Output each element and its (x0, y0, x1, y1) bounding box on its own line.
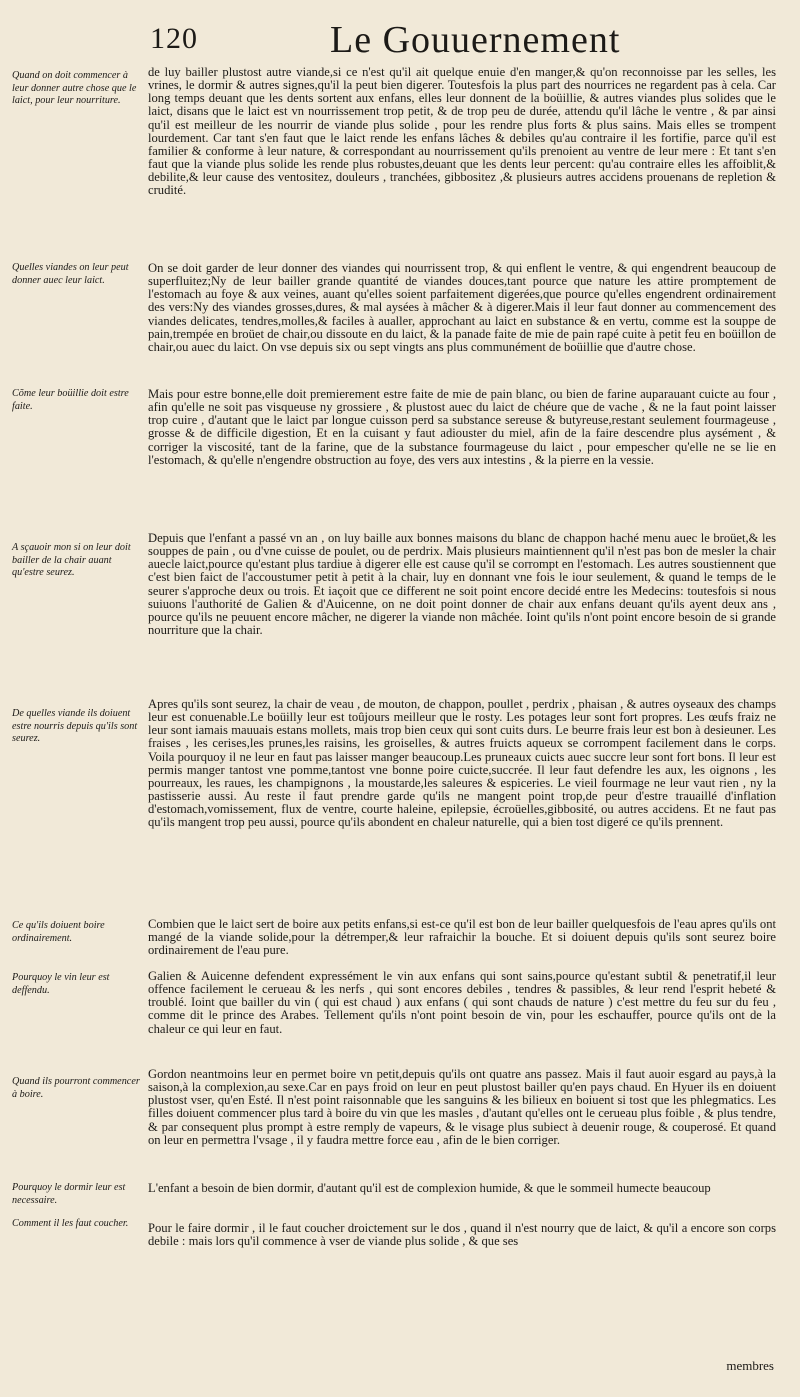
paragraph: Mais pour estre bonne,elle doit premierement estre faite de mie de pain blanc, ou bien de farine auparauant cuicte au four , afin qu'elle ne soit pas visqueuse ny grossiere , & plustost auec du laict de chéure que de vache , & ne la faut point laisser trop cuire , d'autant que le laict par longue cuisson perd sa substance sereuse & butyreuse,restant seulement fourmageuse , grosse & de difficile digestion, Et en la cuisant y faut adiouster du miel, afin de la faire descendre plus aysément , & corriger la viscosité, tant de la farine, que de la substance fourmageuse du laict , pour empescher qu'elle ne se lie en l'estomach, & qu'elle n'engendre obstruction au foye, des vers aux intestins , & la pierre en la vessie. (148, 387, 776, 467)
paragraph: Combien que le laict sert de boire aux petits enfans,si est-ce qu'il est bon de leur bailler quelquesfois de l'eau apres qu'ils ont mangé de la viande solide,pour la détremper,& leur rafraichir la bouche. Et si doiuent depuis qu'ils sont seurez boire ordinairement de l'eau pure. (148, 917, 776, 958)
paragraph: Pour le faire dormir , il le faut coucher droictement sur le dos , quand il n'est nourry que de laict, & qu'il a encore son corps debile : mais lors qu'il commence à vser de viande plus solide , & que ses (148, 1221, 776, 1249)
margin-note: Quelles viandes on leur peut donner auec leur laict. (12, 262, 129, 286)
paragraph: de luy bailler plustost autre viande,si ce n'est qu'il ait quelque enuie d'en manger,& qu'on reconnoisse par les selles, les vrines, le dormir & autres signes,qu'il la peut bien digerer. Toutesfois la plus part des nourrices ne regardent pas à cela. Car long temps deuant que les dents sortent aux enfans, elles leur donnent de la boüillie, & autres viandes plus solides que le laict, disans que le laict est vn nourrissement trop petit, & de trop peu de durée, attendu qu'il lâche le ventre , & par ainsi qu'il est meilleur de les nourrir de viande plus solide , pour les rendre plus forts & plus sains. Mais elles se trompent lourdement. Car tant s'en faut que le laict rende les enfans lâches & debiles qu'au contraire il les fortifie, parce qu'il est familier & conforme à leur nature, & correspondant au nourrissement qu'ils prenoient au ventre de leur mere : Et tant s'en faut que la viande plus solide les rende plus robustes,deuant que les dents leur percent: qu'au contraire elles les affoiblit,& debilite,& leur cause des ventositez, douleurs , tranchées, gibbositez ,& plusieurs autres accidens prouenans de repletion & crudité. (148, 65, 776, 198)
margin-note: Quand ils pourront commencer à boire. (12, 1076, 140, 1100)
margin-note: Pourquoy le vin leur est deffendu. (12, 972, 110, 996)
paragraph: Apres qu'ils sont seurez, la chair de veau , de mouton, de chappon, poullet , perdrix , phaisan , & autres oyseaux des champs leur est conuenable.Le boüilly leur est toûjours meilleur que le rosty. Les potages leur sont fort propres. Les œufs fraiz ne leur sont iamais mauuais estans mollets, mais trop bien ceux qui sont cuits durs. Le beurre frais leur est bon à desieuner. Les fraises , les cerises,les prunes,les raisins, les groiselles, & autres fruicts aqueux se corrompent facilement dans le corps. Voila pourquoy il ne leur en faut pas laisser manger beaucoup.Les pruneaux cuicts auec succre leur sont fort bons. Il leur est permis manger tantost vne pomme,tantost vne bonne poire cuicte,succrée. Il leur faut defendre les aux, les oignons , les pourreaux, les raues, les champignons , la moustarde,les saleures & espiceries. Le vieil fourmage ne leur vaut rien , ny la pastisserie aussi. Au reste il faut prendre garde qu'ils ne mangent point trop,de peur d'estre trauaillé d'inflation d'estomach,vomissement, flux de ventre, courte haleine, epilepsie, écroüelles,gibbosité, ou autres accidens. Et ne faut pas qu'ils mangent trop peu aussi, pource qu'ils abondent en chaleur naturelle, qui a bien tost digeré ce qu'ils prennent. (148, 697, 776, 830)
margin-note: Comment il les faut coucher. (12, 1218, 129, 1229)
margin-note: Quand on doit commencer à leur donner autre chose que le laict, pour leur nourriture. (12, 70, 137, 107)
margin-note: A sçauoir mon si on leur doit bailler de la chair auant qu'estre seurez. (12, 542, 131, 579)
paragraph: Gordon neantmoins leur en permet boire vn petit,depuis qu'ils ont quatre ans passez. Mais il faut auoir esgard au pays,à la saison,à la complexion,au sexe.Car en pays froid on leur en peut plustost bailler qu'en pays chaud. En Hyuer ils en doiuent plustost vser, qu'en Esté. Il n'est point raisonnable que les sanguins & les bilieux en boiuent si tost que les phlegmatics. Les filles doiuent commencer plus tard à boire du vin que les masles , d'autant qu'elles ont le cerueau plus foible , & plus tendre, & par consequent plus prompt à estre remply de vapeurs, & le visage plus subiect à deuenir rouge, & couperosé. Et quand on leur en permettra l'vsage , il y faudra mettre force eau , afin de le bien corriger. (148, 1067, 776, 1147)
margin-note: Cõme leur boüillie doit estre faite. (12, 388, 129, 412)
catchword: membres (726, 1358, 774, 1373)
margin-note: Ce qu'ils doiuent boire ordinairement. (12, 920, 105, 944)
paragraph: Galien & Auicenne defendent expressément le vin aux enfans qui sont sains,pource qu'estant subtil & penetratif,il leur offence facilement le cerueau & les nerfs , qui sont encores debiles , tendres & passibles, & leur rend l'esprit hebeté & troublé. Ioint que bailler du vin ( qui est chaud ) aux enfans ( qui sont chauds de nature ) c'est mettre du feu sur du feu , comme dit le prince des Arabes. Tellement qu'ils n'ont point besoin de vin, pour les eschauffer, pource qu'ils ont de la chaleur ce qui leur en faut. (148, 969, 776, 1036)
paragraph: On se doit garder de leur donner des viandes qui nourrissent trop, & qui enflent le ventre, & qui engendrent beaucoup de superfluitez;Ny de leur bailler grande quantité de viandes douces,tant pource que nature les attire promptement de l'estomach au foye & aux veines, auant qu'elles soient parfaitement digerées,que pource qu'elles engendrent ordinairement des vers:Ny des viandes grosses,dures, & mal aysées à mâcher & à digerer.Mais il leur faut donner au commencement des viandes delicates, tendres,molles,& faciles à aualler, approchant au laict en substance & en vertu, comme est la souppe de pain,trempée en broüet de chair,ou dissoute en du laict, & la panade faite de mie de pain rapé cuite à petit feu en boüillon de chair,ou auec du laict. On vse depuis six ou sept vingts ans plus communément de boüillie que d'autre chose. (148, 261, 776, 354)
paragraph: Depuis que l'enfant a passé vn an , on luy baille aux bonnes maisons du blanc de chappon haché menu auec le broüet,& les souppes de pain , ou d'vne cuisse de poulet, ou de perdrix. Mais plusieurs maintiennent qu'il n'est pas bon de mesler la chair auecle laict,pource qu'estant plus tardiue à digerer elle est cause qu'il se corrompt en l'estomach. Les autres soustiennent que c'est bien faict de l'accoustumer petit à petit à la chair, luy en donnant vne fois le iour seulement, & quand le temps de le seurer s'approche deux ou trois. Et iaçoit que ce different ne soit point encore decidé entre les Medecins: toutesfois si nous suiuons l'authorité de Galien & d'Auicenne, on ne doit point donner de chair aux enfans deuant qu'ils ayent deux ans , pource qu'ils ne peuuent encore mâcher, ne digerer la viande non mâchée. Ioint qu'ils n'ont point encore besoin de si grande nourriture que la chair. (148, 531, 776, 638)
margin-note: Pourquoy le dormir leur est necessaire. (12, 1182, 126, 1206)
running-title: Le Gouuernement (330, 19, 621, 61)
margin-note: De quelles viande ils doiuent estre nourris depuis qu'ils sont seurez. (12, 708, 138, 745)
paragraph: L'enfant a besoin de bien dormir, d'autant qu'il est de complexion humide, & que le sommeil humecte beaucoup (148, 1181, 711, 1195)
page-header (150, 16, 770, 60)
page-number: 120 (150, 22, 198, 55)
